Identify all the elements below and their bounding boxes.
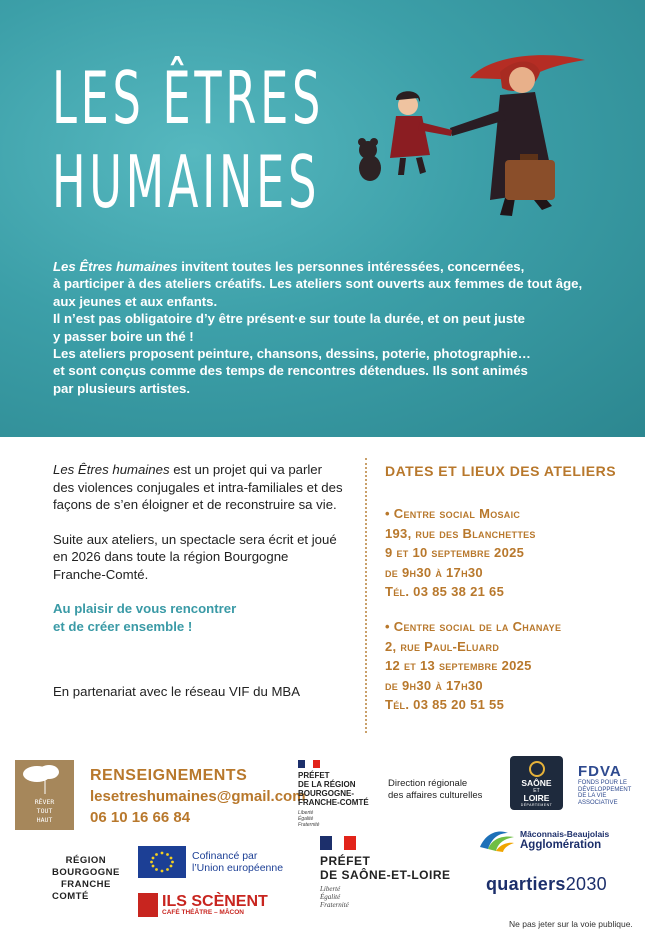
motto-line: Égalité [320, 893, 341, 901]
contact-block [90, 765, 306, 828]
description-paragraph [53, 461, 343, 514]
drac-line: des affaires culturelles [388, 790, 483, 801]
intro-line: par plusieurs artistes. [53, 380, 191, 396]
region-bfc-logo [52, 855, 120, 903]
description-text: est un projet qui va parler des violences conjugales et intra-familiales et des façons de s’en éloigner et de reconstruire sa vie. [53, 462, 343, 512]
region-line: BOURGOGNE [52, 867, 120, 878]
fdva-title: FDVA [578, 763, 622, 780]
fdva-line: DÉVELOPPEMENT [578, 786, 632, 793]
intro-line: invitent toutes les personnes intéressées, concernées, [177, 259, 525, 274]
rever-tout-haut-logo [15, 760, 74, 830]
prefet-dept-line: PRÉFET [320, 854, 371, 868]
venue-dates: 9 et 10 septembre 2025 [385, 545, 525, 561]
show-paragraph: Suite aux ateliers, un spectacle sera écrit et joué en 2026 dans toute la région Bourgogne Franche-Comté. [53, 531, 337, 582]
project-description [53, 461, 343, 701]
motto-line: Fraternité [298, 822, 320, 828]
intro-line: à participer à des ateliers créatifs. Les ateliers sont ouverts aux femmes de tout âge, [53, 276, 583, 292]
prefet-dept-logo [320, 836, 451, 909]
quartiers-word: quartiers [486, 874, 566, 894]
french-flag-icon [320, 836, 356, 850]
running-figures-illustration [330, 50, 630, 225]
prefet-region-logo [298, 760, 369, 828]
drac-text [388, 778, 482, 802]
disposal-notice: Ne pas jeter sur la voie publique. [509, 919, 633, 929]
prefet-line: DE LA RÉGION [298, 780, 356, 789]
venue-block [385, 617, 635, 715]
contact-heading: RENSEIGNEMENTS [90, 767, 248, 784]
intro-line: Il n’est pas obligatoire d’y être présent·e sur toute la durée, et on peut juste [53, 311, 525, 327]
hero-section [0, 0, 645, 437]
venue-phone: Tél. 03 85 20 51 55 [385, 697, 505, 713]
intro-emphasis: Les Êtres humaines [53, 259, 178, 274]
motto-line: Égalité [298, 816, 314, 822]
cta-line-2: et de créer ensemble ! [53, 618, 193, 634]
saone-et-loire-logo [510, 756, 563, 810]
prefet-line: FRANCHE-COMTÉ [298, 798, 369, 807]
dates-heading: DATES ET LIEUX DES ATELIERS [385, 463, 617, 479]
venue-hours: de 9h30 à 17h30 [385, 564, 483, 580]
title-line-2: HUMAINES [52, 140, 321, 224]
venue-block [385, 504, 635, 602]
project-name: Les Êtres humaines [53, 462, 170, 477]
saone-word: ET [533, 788, 540, 794]
quartiers-2030-logo [486, 874, 607, 895]
venue-address: 2, rue Paul-Eluard [385, 638, 500, 654]
region-line: COMTÉ [52, 891, 89, 902]
poster-title [52, 56, 324, 224]
ils-scenent-logo [138, 893, 268, 917]
circle-icon [529, 761, 545, 777]
curtain-icon [138, 893, 158, 917]
fdva-line: DE LA VIE [578, 793, 607, 799]
eu-line: l’Union européenne [192, 862, 284, 874]
french-flag-icon [298, 760, 320, 768]
motto-line: Fraternité [320, 901, 349, 909]
saone-word: LOIRE [523, 793, 550, 803]
motto-line: Liberté [320, 885, 341, 893]
eu-flag-icon [138, 846, 186, 878]
saone-word: SAÔNE [521, 778, 552, 788]
venue-name: • Centre social de la Chanaye [385, 618, 562, 634]
contact-email[interactable]: lesetreshumaines@gmail.com [90, 788, 306, 805]
intro-line: Les ateliers proposent peinture, chansons, dessins, poterie, photographie… [53, 346, 531, 362]
intro-line: y passer boire un thé ! [53, 328, 194, 344]
mba-agglomeration-logo [478, 827, 609, 853]
motto-line: Liberté [298, 810, 314, 816]
intro-text [53, 258, 613, 397]
column-divider [365, 458, 367, 733]
saone-sub: DÉPARTEMENT [520, 803, 553, 807]
drac-line: Direction régionale [388, 778, 468, 789]
eu-logo [138, 846, 283, 878]
logo-word: TOUT [36, 807, 53, 815]
mba-line-1: Mâconnais-Beaujolais [520, 828, 610, 839]
fdva-line: FONDS POUR LE [578, 780, 628, 786]
prefet-line: BOURGOGNE- [298, 789, 354, 798]
logo-word: HAUT [36, 816, 53, 824]
intro-line: et sont conçus comme des temps de rencontres détendues. Ils sont animés [53, 363, 528, 379]
venue-address: 193, rue des Blanchettes [385, 525, 536, 541]
venue-phone: Tél. 03 85 38 21 65 [385, 584, 505, 600]
title-line-1: LES ÊTRES [52, 56, 325, 140]
venue-name: • Centre social Mosaic [385, 506, 521, 521]
region-line: FRANCHE [60, 879, 111, 890]
dates-section [385, 463, 635, 730]
cta-line-1: Au plaisir de vous rencontrer [53, 601, 237, 616]
fdva-line: ASSOCIATIVE [578, 799, 618, 806]
ils-title: ILS SCÈNENT [162, 892, 268, 910]
ils-sub: CAFÉ THÉÂTRE – MÂCON [162, 908, 244, 916]
partnership-text: En partenariat avec le réseau VIF du MBA [53, 684, 301, 699]
quartiers-year: 2030 [565, 874, 607, 894]
prefet-dept-line: DE SAÔNE-ET-LOIRE [320, 868, 451, 882]
venue-hours: de 9h30 à 17h30 [385, 677, 483, 693]
eu-line: Cofinancé par [192, 850, 258, 862]
mba-swoosh-icon [478, 827, 516, 853]
venue-dates: 12 et 13 septembre 2025 [385, 658, 532, 674]
intro-line: aux jeunes et aux enfants. [53, 293, 218, 309]
mba-line-2: Agglomération [520, 838, 602, 851]
contact-phone[interactable]: 06 10 16 66 84 [90, 809, 191, 826]
prefet-line: PRÉFET [298, 771, 330, 780]
logo-word: RÊVER [34, 798, 55, 806]
cloud-ladder-icon [15, 760, 74, 830]
region-line: RÉGION [65, 855, 107, 866]
fdva-logo [578, 763, 631, 806]
